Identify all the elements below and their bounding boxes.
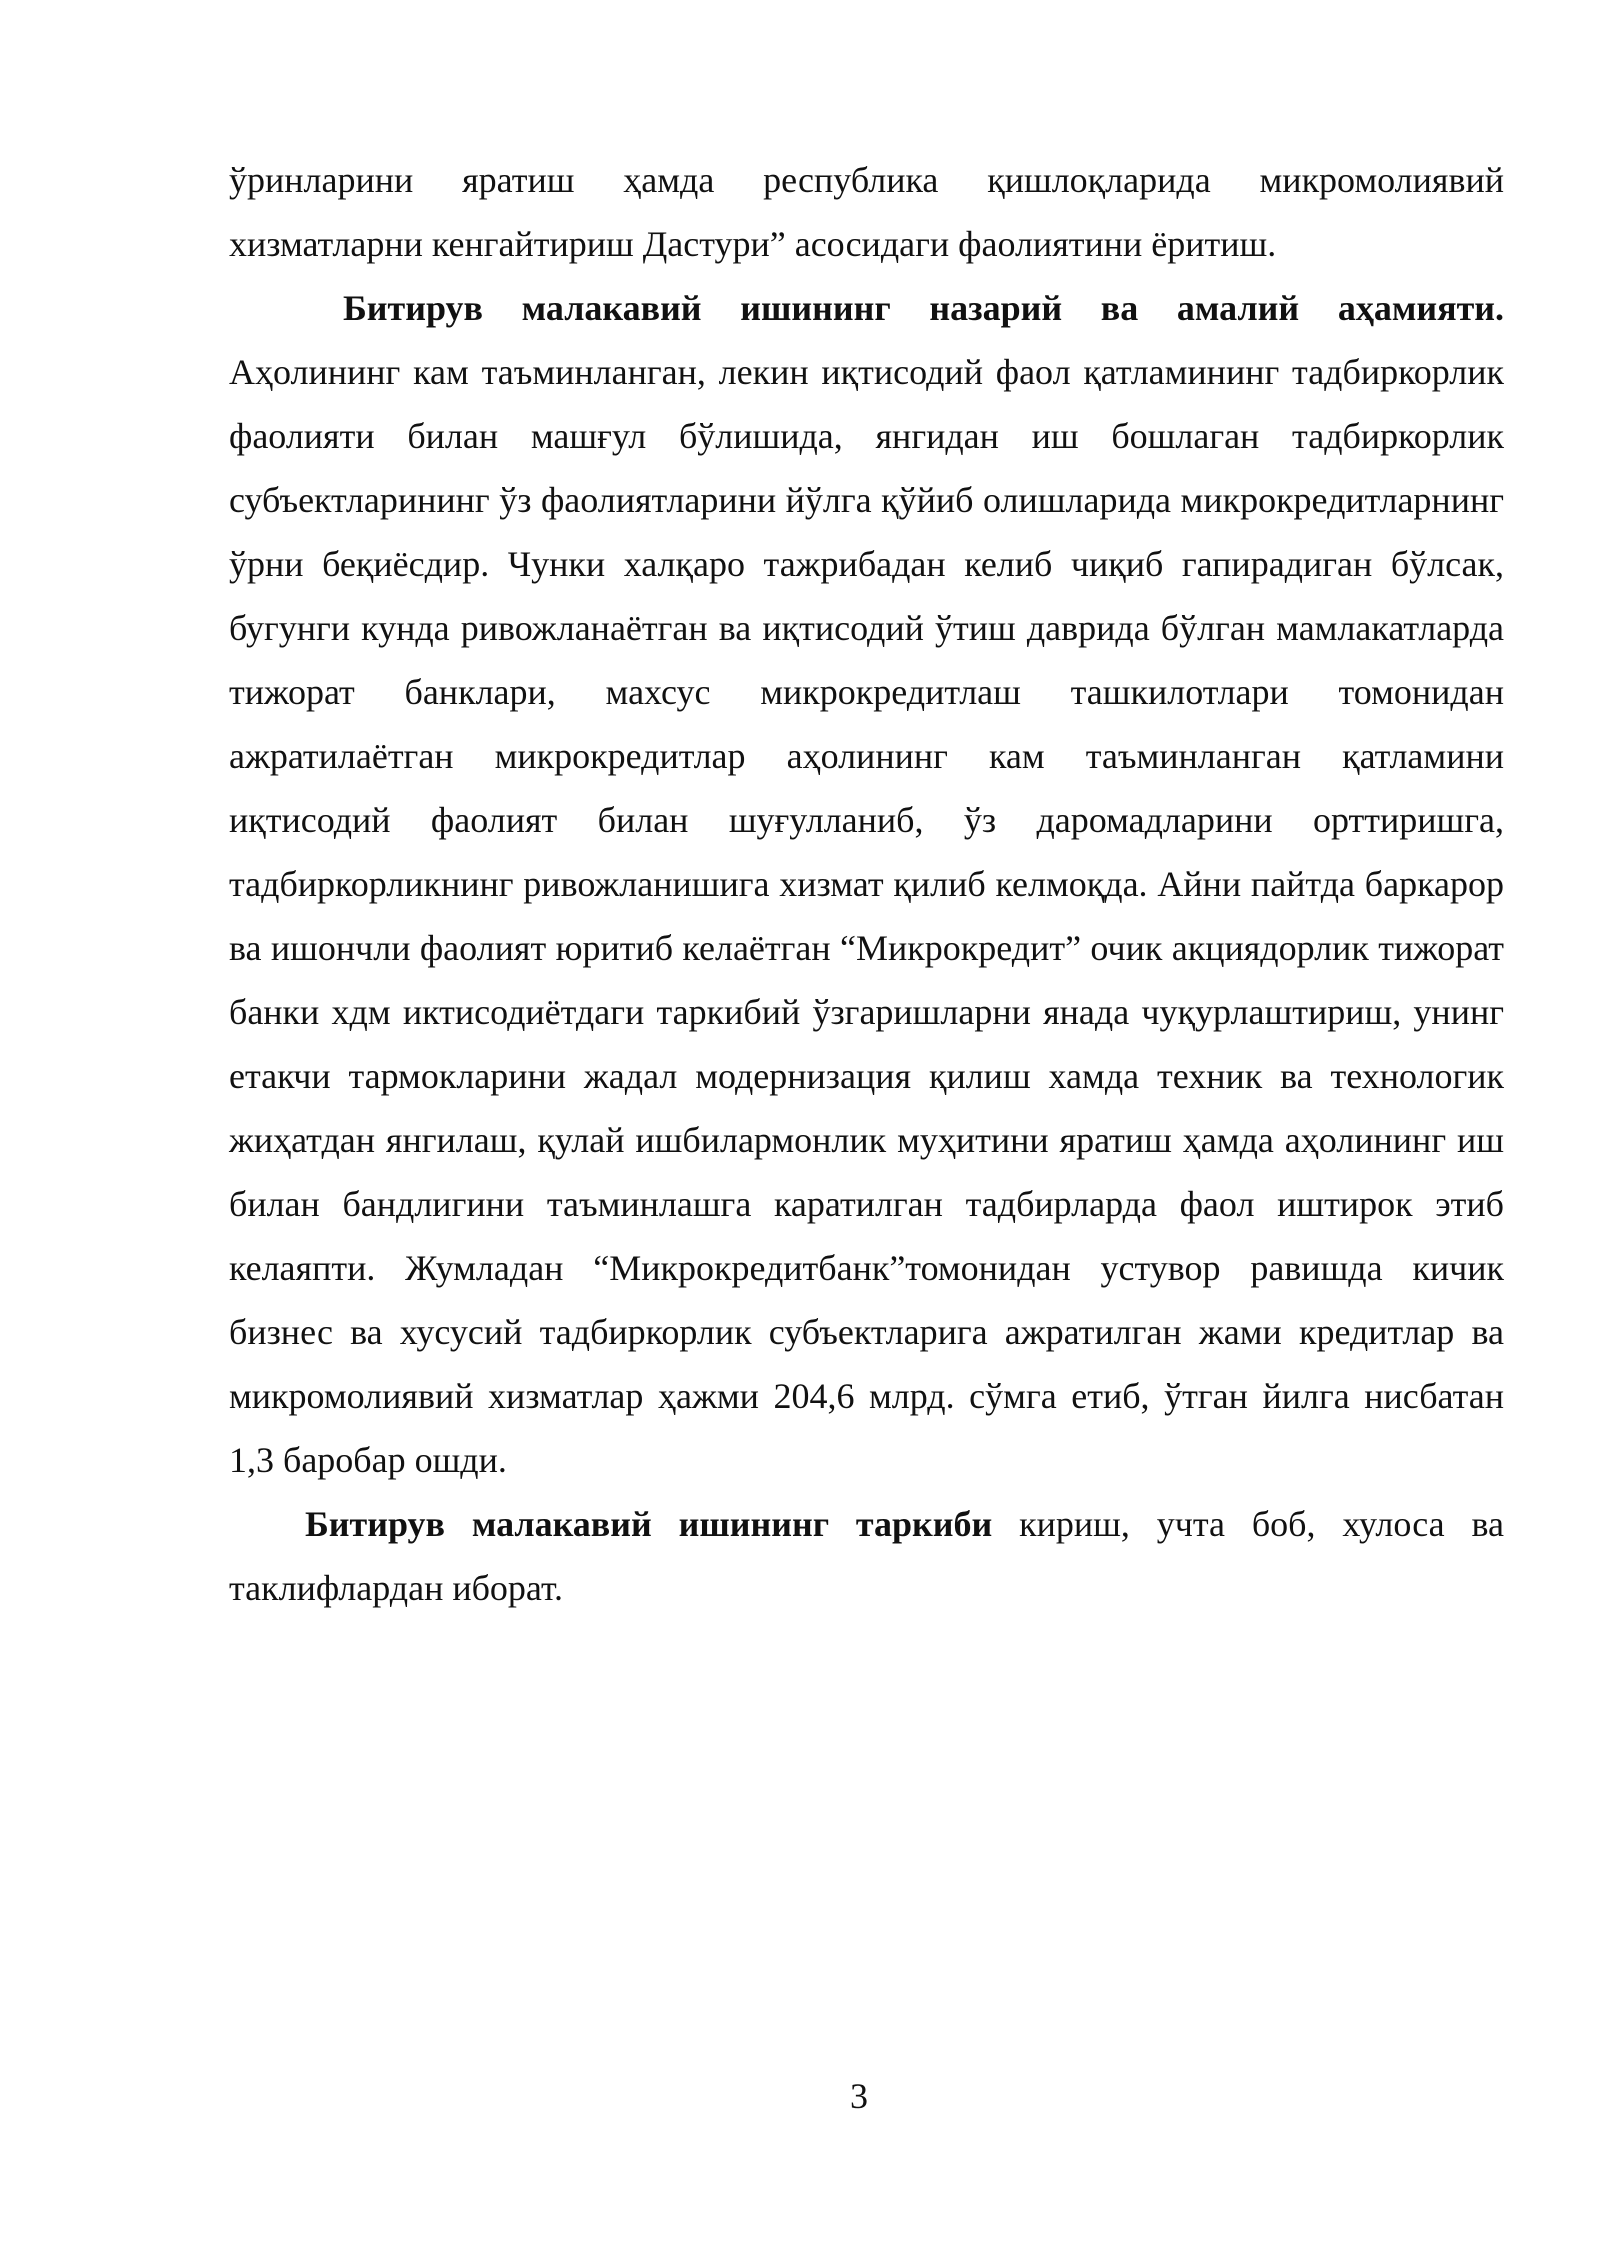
- paragraph-significance-text: Аҳолининг кам таъминланган, лекин иқтисодий фаол қатламининг тадбиркорлик фаолияти билан машғул бўлишида, янгидан иш бошлаган тадбиркорлик субъектларининг ўз фаолиятларини йўлга қўйиб олишларида микрокредитларнинг ўрни беқиёсдир. Чунки халқаро тажрибадан келиб чиқиб гапирадиган бўлсак, бугунги кунда ривожланаётган ва иқтисодий ўтиш даврида бўлган мамлакатларда тижорат банклари, махсус микрокредитлаш ташкилотлари томонидан ажратилаётган микрокредитлар аҳолининг кам таъминланган қатламини иқтисодий фаолият билан шуғулланиб, ўз даромадларини орттиришга, тадбиркорликнинг ривожланишига хизмат қилиб келмоқда. Айни пайтда баркарор ва ишончли фаолият юритиб келаётган “Микрокредит” очик акциядорлик тижорат банки хдм иктисодиётдаги таркибий ўзгаришларни янада чуқурлаштириш, унинг етакчи тармокларини жадал модернизация қилиш хамда техник ва технологик жиҳатдан янгилаш, қулай ишбилармонлик муҳитини яратиш ҳамда аҳолининг иш билан бандлигини таъминлашга каратилган тадбирларда фаол иштирок этиб келаяпти. Жумладан “Микрокредитбанк”томонидан устувор равишда кичик бизнес ва хусусий тадбиркорлик субъектларига ажратилган жами кредитлар ва микромолиявий хизматлар ҳажми 204,6 млрд. сўмга етиб, ўтган йилга нисбатан 1,3 баробар ошди.: [229, 352, 1504, 1480]
- paragraph-continuation: ўринларини яратиш ҳамда республика қишлоқларида микромолиявий хизматларни кенгайтириш Дастури” асосидаги фаолиятини ёритиш.: [229, 160, 1504, 264]
- paragraph-structure-text: кириш, учта боб, хулоса ва таклифлардан иборат.: [229, 1504, 1504, 1608]
- section-heading-structure: Битирув малакавий ишининг таркиби: [305, 1504, 993, 1544]
- paragraph-structure: [229, 1492, 1504, 1620]
- paragraph-significance: [229, 276, 1504, 1492]
- section-heading-significance: Битирув малакавий ишининг назарий ва амалий аҳамияти.: [343, 288, 1504, 328]
- body-text: [229, 148, 1504, 1620]
- page-number: 3: [850, 2076, 868, 2116]
